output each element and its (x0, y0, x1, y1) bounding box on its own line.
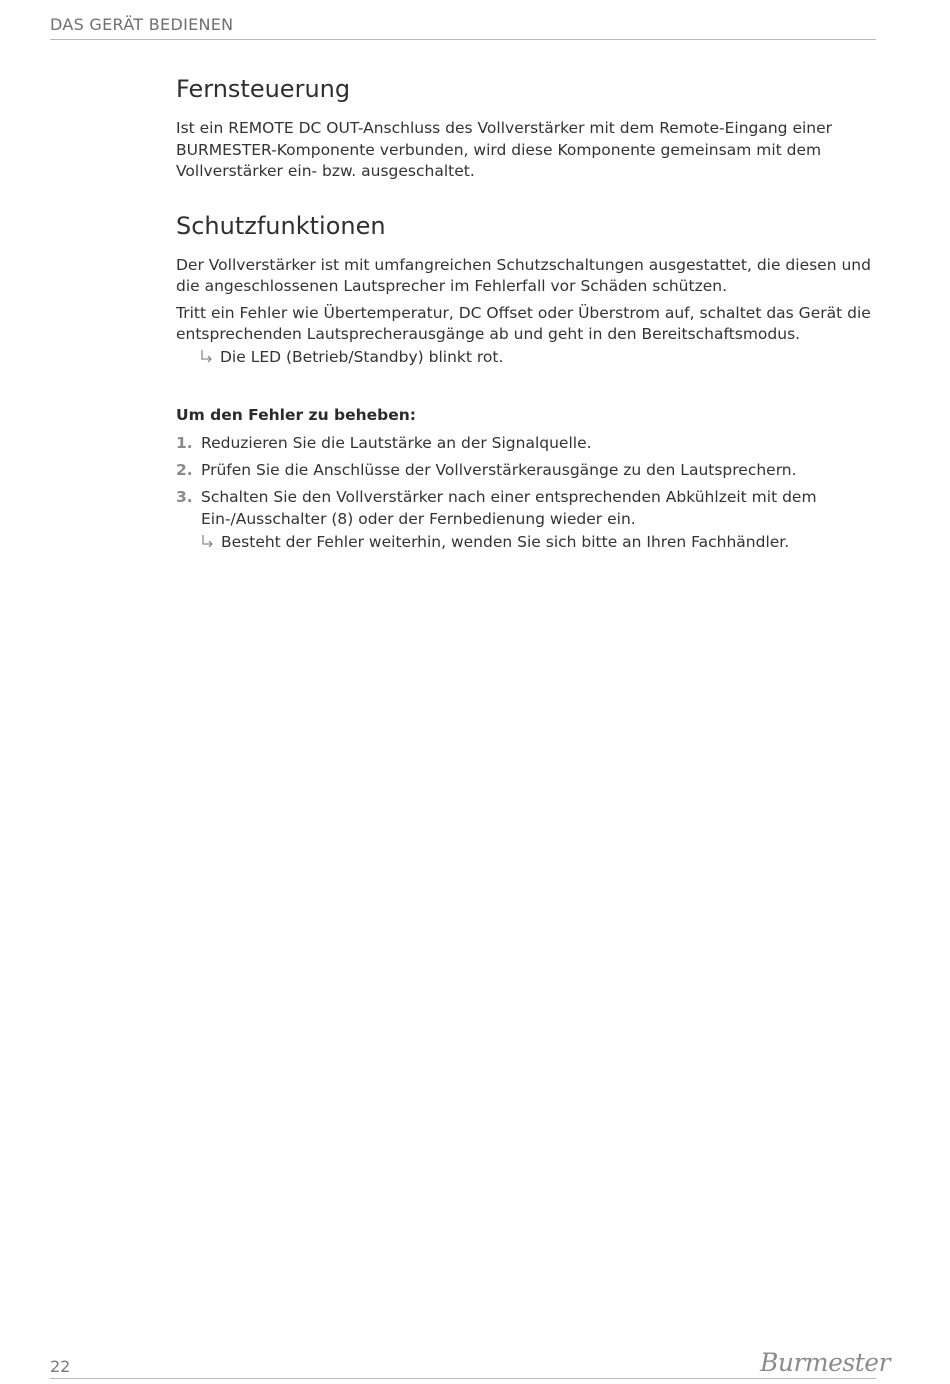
running-header (50, 14, 876, 40)
step-number: 2. (176, 460, 193, 479)
step-result-line (201, 531, 876, 553)
step-text: Prüfen Sie die Anschlüsse der Vollverstärkerausgänge zu den Lautsprechern. (201, 460, 797, 479)
list-item (176, 432, 876, 454)
result-text: Die LED (Betrieb/Standby) blinkt rot. (220, 347, 504, 366)
paragraph-schutz-2: Tritt ein Fehler wie Übertemperatur, DC Offset oder Überstrom auf, schaltet das Gerät die entsprechenden Lautsprecherausgänge ab und geht in den Bereitschaftsmodus. (176, 303, 871, 343)
section-title-schutzfunktionen: Schutzfunktionen (176, 211, 386, 240)
step-number: 3. (176, 487, 193, 506)
result-arrow-icon (200, 349, 214, 365)
list-item (176, 486, 876, 553)
burmester-logo (758, 1344, 891, 1380)
step-text: Schalten Sie den Vollverstärker nach einer entsprechenden Abkühlzeit mit dem Ein-/Ausschalter (8) oder der Fernbedienung wieder ein. (201, 487, 817, 528)
fix-heading: Um den Fehler zu beheben: (176, 405, 416, 424)
header-title: DAS GERÄT BEDIENEN (50, 15, 234, 34)
step-result-text: Besteht der Fehler weiterhin, wenden Sie sich bitte an Ihren Fachhändler. (221, 532, 790, 551)
section-title-fernsteuerung: Fernsteuerung (176, 75, 351, 103)
list-item (176, 459, 876, 481)
page-content (176, 72, 876, 558)
svg-text:Burmester: Burmester (760, 1348, 891, 1377)
result-arrow-icon (201, 534, 215, 550)
step-text: Reduzieren Sie die Lautstärke an der Signalquelle. (201, 433, 592, 452)
paragraph-schutz-1: Der Vollverstärker ist mit umfangreichen Schutzschaltungen ausgestattet, die diesen und die angeschlossenen Lautsprecher im Fehlerfall vor Schäden schützen. (176, 255, 871, 295)
page-number: 22 (50, 1357, 71, 1376)
fix-steps-list (176, 432, 876, 553)
footer-rule (50, 1378, 876, 1379)
step-number: 1. (176, 433, 193, 452)
result-line (176, 346, 876, 368)
paragraph-fernsteuerung: Ist ein REMOTE DC OUT-Anschluss des Vollverstärker mit dem Remote-Eingang einer BURMESTER-Komponente verbunden, wird diese Komponente gemeinsam mit dem Vollverstärker ein- bzw. ausgeschaltet. (176, 119, 833, 180)
